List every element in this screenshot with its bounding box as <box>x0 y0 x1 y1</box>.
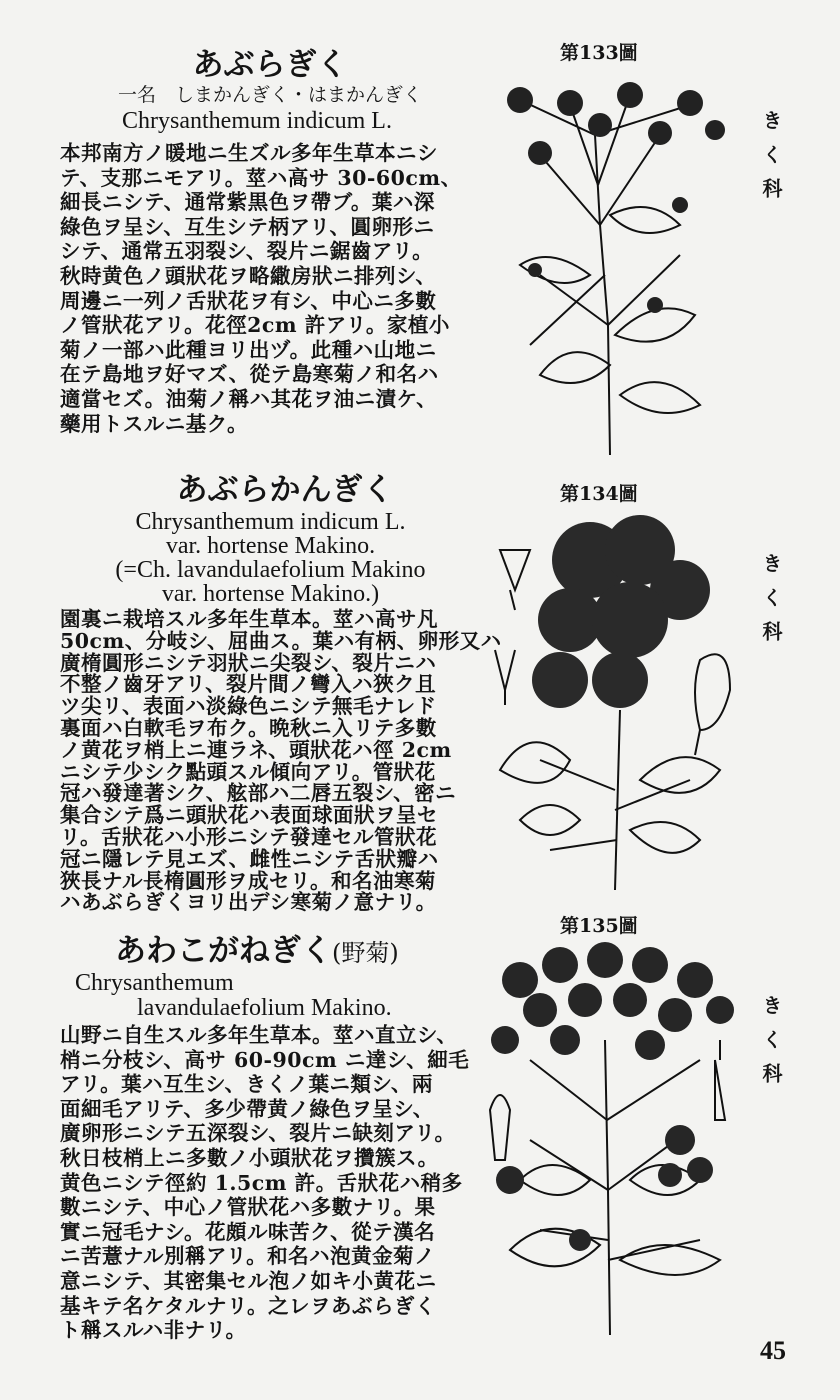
illustration-fig-134 <box>480 510 750 900</box>
text-line: 廣卵形ニシテ五深裂シ、裂片ニ缺刻アリ。 <box>60 1121 456 1146</box>
entry-2-title: あぶらかんぎく <box>176 472 394 508</box>
text-line: 狹長ナル長楕圓形ヲ成セリ。和名油寒菊 <box>60 868 436 893</box>
text-line: テ、支那ニモアリ。莖ハ高サ 30-60cm、 <box>60 165 462 190</box>
entry-1-latin <box>122 108 392 134</box>
text-line: 集合シテ爲ニ頭狀花ハ表面球面狀ヲ呈セ <box>60 803 438 828</box>
text-line: リ。舌狀花ハ小形ニシテ發達セル管狀花 <box>60 824 437 849</box>
text-line: 細長ニシテ、通常紫黒色ヲ帶ブ。葉ハ深 <box>60 190 435 215</box>
family-label-2: きく科 <box>759 553 783 655</box>
text-line: 秋時黄色ノ頭狀花ヲ略繖房狀ニ排列シ、 <box>60 263 437 288</box>
text-line: ツ尖リ、表面ハ淡綠色ニシテ無毛ナレド <box>60 694 437 719</box>
text-line: 50cm、分岐シ、屈曲ス。葉ハ有柄、卵形又ハ <box>60 628 502 653</box>
family-label-1: きく科 <box>759 110 783 212</box>
text-line: 黄色ニシテ徑約 1.5cm 許。舌狀花ハ稍多 <box>60 1170 463 1195</box>
latin-line: lavandulaefolium Makino. <box>137 995 392 1021</box>
text-line: 不整ノ齒牙アリ、裂片間ノ彎入ハ狹ク且 <box>60 672 437 697</box>
text-line: 藥用トスルニ基ク。 <box>60 411 248 436</box>
text-line: 冠ニ隱レテ見エズ、雌性ニシテ舌狀瓣ハ <box>60 846 439 871</box>
text-line: シテ、通常五羽裂シ、裂片ニ鋸齒アリ。 <box>60 239 434 264</box>
entry-1-alt-name: 一名 しまかんぎく・はまかんぎく <box>118 84 423 106</box>
family-label-3: きく科 <box>759 995 783 1097</box>
entry-3-title-suffix: (野菊) <box>332 939 399 967</box>
latin-line: var. hortense Makino.) <box>161 581 380 607</box>
text-line: アリ。葉ハ互生シ、きくノ葉ニ類シ、兩 <box>60 1072 433 1097</box>
text-line: 廣楕圓形ニシテ羽狀ニ尖裂シ、裂片ニハ <box>60 650 437 675</box>
latin-line: Chrysanthemum indicum L. <box>135 509 406 535</box>
figure-134-label: 第134圖 <box>560 483 638 505</box>
entry-3-latin <box>75 971 392 1021</box>
entry-3-body <box>60 1023 480 1343</box>
illustration-fig-133 <box>480 75 750 465</box>
text-line: 裏面ハ白軟毛ヲ布ク。晩秋ニ入リテ多數 <box>60 715 437 740</box>
entry-1-title: あぶらぎく <box>192 47 348 83</box>
text-line: ニ苦薏ナル別稱アリ。和名ハ泡黄金菊ノ <box>60 1244 436 1269</box>
text-line: ニシテ少シク點頭スル傾向アリ。管狀花 <box>60 759 436 784</box>
figure-135-label: 第135圖 <box>560 915 638 937</box>
text-line: 適當セズ。油菊ノ稱ハ其花ヲ油ニ漬ケ、 <box>60 386 438 411</box>
text-line: ト稱スルハ非ナリ。 <box>60 1318 247 1343</box>
text-line: 冠ハ發達著シク、舷部ハ二唇五裂シ、密ニ <box>60 781 457 806</box>
text-line: 梢ニ分枝シ、高サ 60-90cm ニ達シ、細毛 <box>60 1047 470 1072</box>
latin-name: Chrysanthemum indicum L. <box>122 108 392 134</box>
text-line: 周邊ニ一列ノ舌狀花ヲ有シ、中心ニ多數 <box>60 288 437 313</box>
text-line: 在テ島地ヲ好マズ、從テ島寒菊ノ和名ハ <box>60 362 439 387</box>
text-line: 本邦南方ノ暖地ニ生ズル多年生草本ニシ <box>60 141 438 165</box>
text-line: 山野ニ自生スル多年生草本。莖ハ直立シ、 <box>60 1023 458 1047</box>
text-line: 秋日枝梢上ニ多數ノ小頭狀花ヲ攢簇ス。 <box>60 1145 439 1170</box>
entry-2-latin <box>98 510 443 606</box>
figure-133-label: 第133圖 <box>560 42 638 64</box>
text-line: ノ黄花ヲ梢上ニ連ラネ、頭狀花ハ徑 2cm <box>60 737 452 762</box>
text-line: ノ管狀花アリ。花徑2cm 許アリ。家植小 <box>60 313 450 338</box>
latin-line: Chrysanthemum <box>75 970 234 996</box>
text-line: 園裏ニ栽培スル多年生草本。莖ハ高サ凡 <box>60 607 438 631</box>
illustration-fig-135 <box>470 940 760 1340</box>
latin-line: var. hortense Makino. <box>165 533 376 559</box>
text-line: 數ニシテ、中心ノ管狀花ハ多數ナリ。果 <box>60 1195 436 1220</box>
entry-1-body <box>60 141 480 436</box>
page-number: 45 <box>760 1336 786 1365</box>
text-line: 意ニシテ、其密集セル泡ノ如キ小黄花ニ <box>60 1268 437 1293</box>
text-line: 面細毛アリテ、多少帶黄ノ綠色ヲ呈シ、 <box>60 1096 434 1121</box>
entry-2-body <box>60 607 502 915</box>
text-line: 實ニ冠毛ナシ。花頗ル味苦ク、從テ漢名 <box>60 1219 436 1244</box>
text-line: ハあぶらぎくヨリ出デシ寒菊ノ意ナリ。 <box>60 890 437 915</box>
text-line: 綠色ヲ呈シ、互生シテ柄アリ、圓卵形ニ <box>60 214 435 239</box>
text-line: 基キテ名ケタルナリ。之レヲあぶらぎく <box>60 1293 436 1318</box>
text-line: 菊ノ一部ハ此種ヨリ出ヅ。此種ハ山地ニ <box>60 337 437 362</box>
entry-3-title-main: あわこがねぎく <box>115 933 332 969</box>
entry-3-title <box>115 934 399 970</box>
latin-line: (=Ch. lavandulaefolium Makino <box>115 557 426 583</box>
